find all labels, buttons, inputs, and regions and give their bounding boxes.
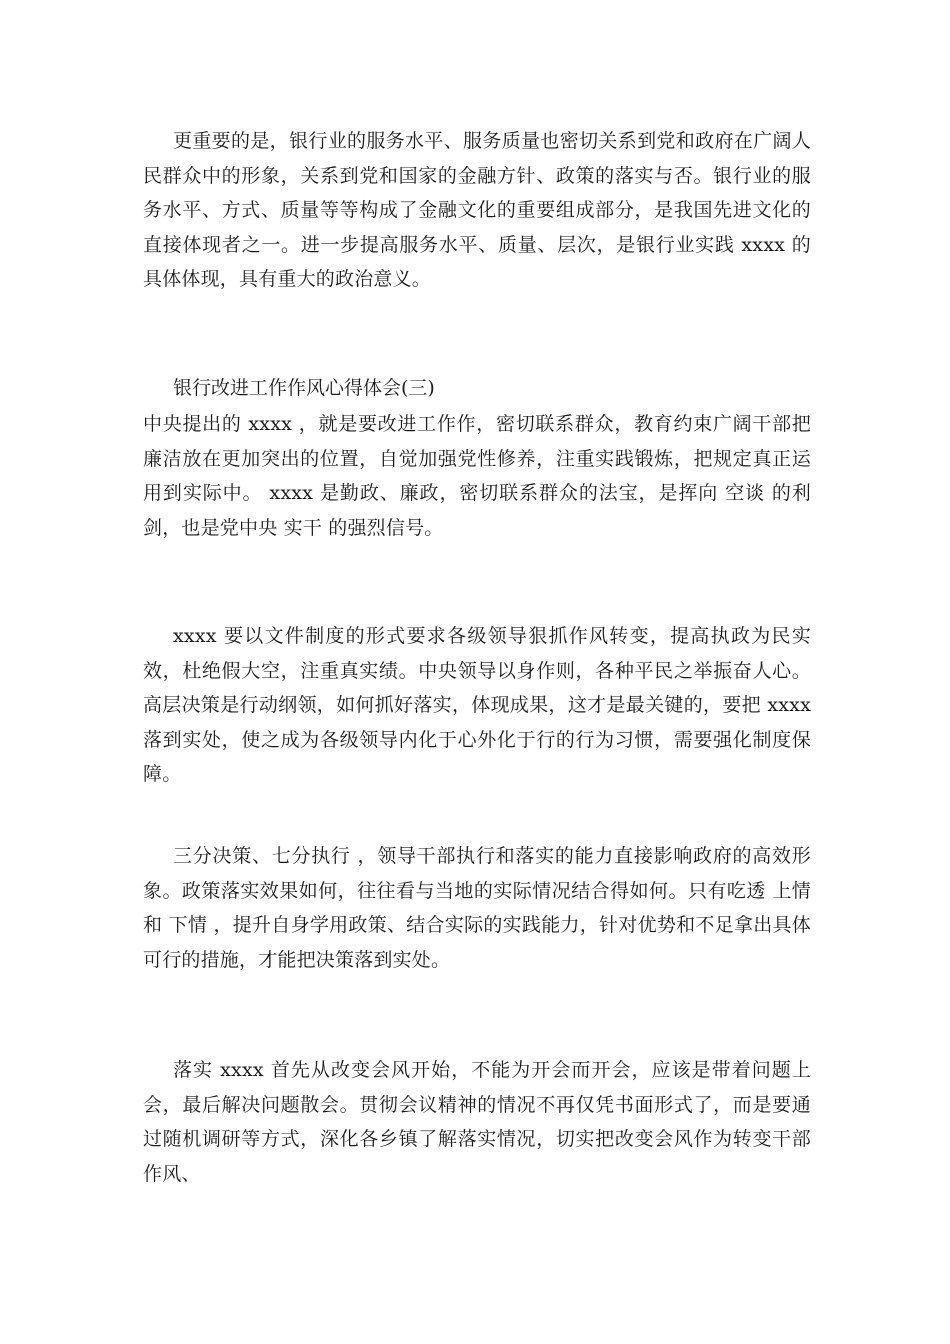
paragraph-decision-execution: 三分决策、七分执行 ，领导干部执行和落实的能力直接影响政府的高效形象。政策落实效果如何，往往看与当地的实际情况结合得如何。只有吃透 上情和 下情 ，提升自身学用政策、结合实际的实践能力，针对优势和不足拿出具体可行的措施，才能把决策落到实处。 xyxy=(143,845,811,971)
paragraph-central-requirements: 中央提出的 xxxx ，就是要改进工作作，密切联系群众，教育约束广阔干部把廉洁放在更加突出的位置，自觉加强党性修养，注重实践锻炼，把规定真正运用到实际中。 xxxx 是勤政、廉政，密切联系群众的法宝，是挥向 空谈 的利剑，也是党中央 实干 的强烈信号。 xyxy=(143,413,811,539)
paragraph-institutional-system: xxxx 要以文件制度的形式要求各级领导狠抓作风转变，提高执政为民实效，杜绝假大空，注重真实绩。中央领导以身作则，各种平民之举振奋人心。高层决策是行动纲领，如何抓好落实，体现成果，这才是最关键的，要把 xxxx 落到实处，使之成为各级领导内化于心外化于行的行为习惯，需要强化制度保障。 xyxy=(143,625,811,785)
paragraph-meeting-style: 落实 xxxx 首先从改变会风开始，不能为开会而开会，应该是带着问题上会，最后解决问题散会。贯彻会议精神的情况不再仅凭书面形式了，而是要通过随机调研等方式，深化各乡镇了解落实情况，切实把改变会风作为转变干部作风、 xyxy=(143,1059,811,1185)
section-heading: 银行改进工作作风心得体会(三) xyxy=(173,377,435,399)
paragraph-service-quality: 更重要的是，银行业的服务水平、服务质量也密切关系到党和政府在广阔人民群众中的形象，关系到党和国家的金融方针、政策的落实与否。银行业的服务水平、方式、质量等等构成了金融文化的重要组成部分，是我国先进文化的直接体现者之一。进一步提高服务水平、质量、层次，是银行业实践 xxxx 的具体体现，具有重大的政治意义。 xyxy=(143,130,811,290)
